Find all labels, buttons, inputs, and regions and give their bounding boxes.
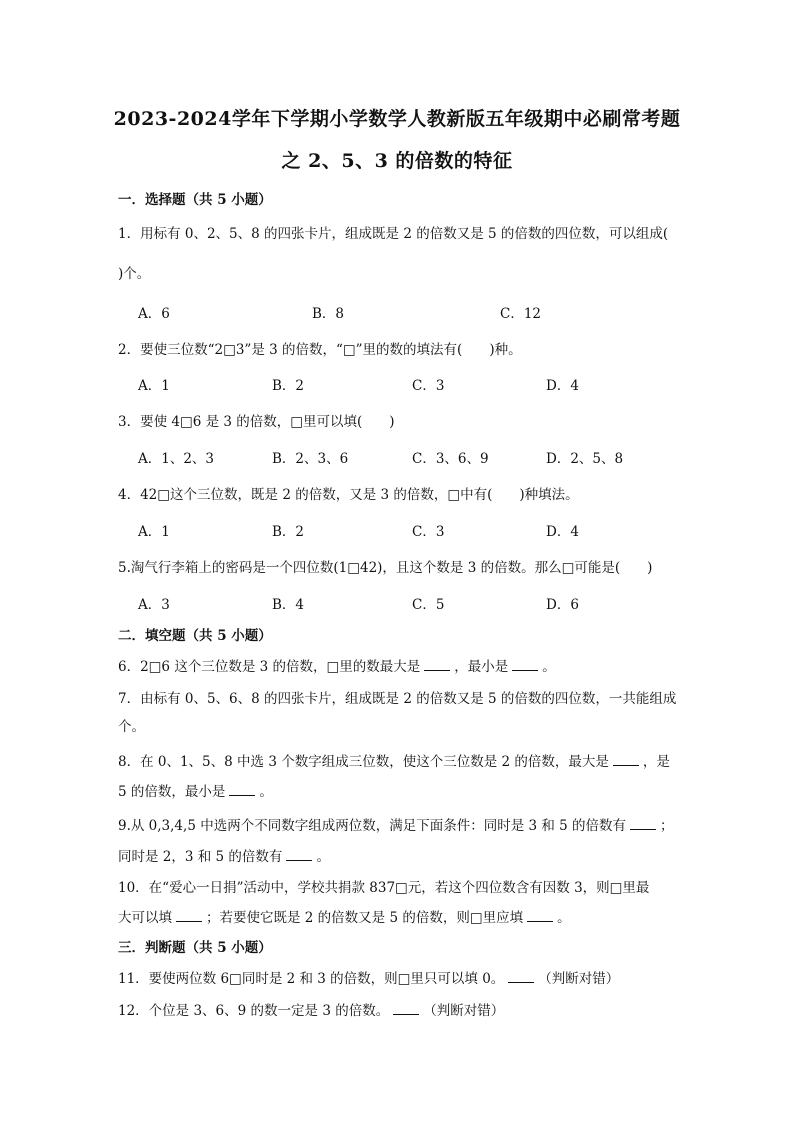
question-3-option-a: A．1、2、3 [138,451,215,467]
question-4: 4．42□这个三位数，既是 2 的倍数，又是 3 的倍数，□中有( )种填法。 [118,487,579,503]
document-title-line1: 2023-2024学年下学期小学数学人教新版五年级期中必刷常考题 [113,108,681,130]
question-6 [118,655,678,675]
question-9-line2 [118,845,678,865]
question-7-line1: 7．由标有 0、5、6、8 的四张卡片，组成既是 2 的倍数又是 5 的倍数的四位数，一共能组成 [118,691,677,707]
section-heading-fill: 二．填空题（共 5 小题） [118,628,272,644]
question-9-text-a: 9.从 0,3,4,5 中选两个不同数字组成两位数，满足下面条件：同时是 3 和 5 的倍数有 [118,818,627,834]
question-4-option-a: A．1 [138,524,170,540]
question-6-text-b: ，最小是 [454,659,509,675]
question-10-text-b: 大可以填 [118,910,172,926]
question-4-option-c: C．3 [412,524,445,540]
question-6-text-c: 。 [542,659,556,675]
answer-blank[interactable] [424,658,450,671]
answer-blank[interactable] [508,970,534,983]
question-2-option-a: A．1 [138,378,170,394]
question-11 [118,967,678,987]
question-9-text-d: 。 [316,849,330,865]
question-8-text-d: 。 [259,784,273,800]
answer-blank[interactable] [512,658,538,671]
question-3-option-d: D．2、5、8 [546,451,624,467]
question-12-text-a: 12．个位是 3、6、9 的数一定是 3 的倍数。 [118,1003,390,1019]
question-8-line2 [118,780,678,800]
question-5-option-b: B．4 [272,597,305,613]
question-5-option-a: A．3 [138,597,170,613]
question-8-line1 [118,750,678,770]
question-9-text-b: ； [660,818,674,834]
question-1-line1: 1．用标有 0、2、5、8 的四张卡片，组成既是 2 的倍数又是 5 的倍数的四位数，可以组成( [118,226,669,242]
question-9-text-c: 同时是 2，3 和 5 的倍数有 [118,849,283,865]
question-4-option-b: B．2 [272,524,305,540]
question-10-text-c: ；若要使它既是 2 的倍数又是 5 的倍数，则□里应填 [206,910,524,926]
question-2: 2．要使三位数“2□3”是 3 的倍数，“□”里的数的填法有( )种。 [118,342,522,358]
answer-blank[interactable] [613,753,639,766]
question-3: 3．要使 4□6 是 3 的倍数，□里可以填( ) [118,414,395,430]
question-7-line2: 个。 [118,719,145,735]
section-heading-judge: 三．判断题（共 5 小题） [118,940,272,956]
question-8-text-a: 8．在 0、1、5、8 中选 3 个数字组成三位数，使这个三位数是 2 的倍数，最大是 [118,754,609,770]
answer-blank[interactable] [630,817,656,830]
document-title-line2: 之 2、5、3 的倍数的特征 [281,150,513,172]
question-1-line2: )个。 [118,266,151,282]
question-10-text-d: 。 [557,910,571,926]
question-3-option-b: B．2、3、6 [272,451,349,467]
question-10-line1: 10．在“爱心一日捐”活动中，学校共捐款 837□元，若这个四位数含有因数 3，则□里最 [118,880,650,896]
question-4-option-d: D．4 [546,524,579,540]
question-12 [118,999,678,1019]
answer-blank[interactable] [286,848,312,861]
question-1-option-c: C．12 [500,306,542,322]
question-12-text-b: （判断对错） [423,1003,505,1019]
answer-blank[interactable] [527,909,553,922]
answer-blank[interactable] [229,783,255,796]
question-11-text-b: （判断对错） [538,971,620,987]
question-5-option-c: C．5 [412,597,445,613]
question-11-text-a: 11．要使两位数 6□同时是 2 和 3 的倍数，则□里只可以填 0。 [118,971,505,987]
question-2-option-c: C．3 [412,378,445,394]
question-2-option-d: D．4 [546,378,579,394]
question-1-option-b: B．8 [312,306,345,322]
answer-blank[interactable] [176,909,202,922]
question-5: 5.淘气行李箱上的密码是一个四位数(1□42)，且这个数是 3 的倍数。那么□可能是( ) [118,560,653,576]
question-6-text-a: 6．2□6 这个三位数是 3 的倍数，□里的数最大是 [118,659,421,675]
question-8-text-b: ，是 [642,754,670,770]
question-9-line1 [118,814,678,834]
section-heading-choice: 一．选择题（共 5 小题） [118,192,272,208]
question-10-line2 [118,906,678,926]
answer-blank[interactable] [393,1002,419,1015]
question-5-option-d: D．6 [546,597,579,613]
question-8-text-c: 5 的倍数，最小是 [118,784,226,800]
question-1-option-a: A．6 [138,306,170,322]
question-3-option-c: C．3、6、9 [412,451,489,467]
question-2-option-b: B．2 [272,378,305,394]
